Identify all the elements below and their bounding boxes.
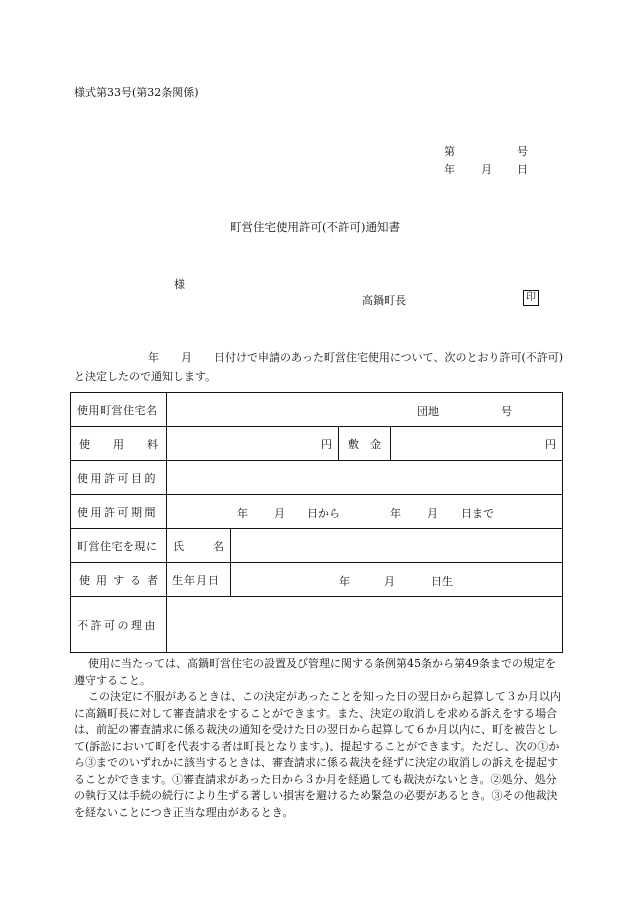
- doc-number-prefix: 第: [444, 145, 455, 158]
- notice-table: [70, 392, 563, 653]
- label-resident-2: 使 用 す る 者: [71, 563, 167, 597]
- go-label: 号: [501, 405, 512, 418]
- row-resident-name: [71, 529, 563, 563]
- seal-mark: 印: [523, 290, 539, 306]
- period-year-1: 年: [237, 507, 248, 520]
- row-resident-dob: [71, 563, 563, 597]
- doc-number-suffix: 号: [517, 145, 528, 158]
- intro-year: 年: [148, 351, 159, 364]
- label-purpose: 使用許可目的: [71, 461, 167, 495]
- row-housing-name: [71, 393, 563, 427]
- label-name: 氏 名: [167, 529, 231, 563]
- label-deposit: 敷 金: [339, 427, 391, 461]
- label-fee: 使 用 料: [71, 427, 167, 461]
- dob-month: 月: [384, 575, 395, 588]
- value-housing-name: [167, 393, 563, 427]
- row-fee: [71, 427, 563, 461]
- value-period: [167, 495, 563, 529]
- intro-paragraph: [74, 348, 564, 386]
- dob-born: 日生: [431, 575, 453, 588]
- date-day: 日: [517, 163, 528, 176]
- period-until: 日まで: [461, 507, 494, 520]
- label-dob: 生年月日: [167, 563, 231, 597]
- row-reason: [71, 597, 563, 653]
- label-resident-1: 町営住宅を現に: [71, 529, 167, 563]
- sender-name: 高鍋町長: [362, 294, 406, 307]
- period-month-1: 月: [274, 507, 285, 520]
- danchi-label: 団地: [417, 405, 439, 418]
- document-title: 町営住宅使用許可(不許可)通知書: [230, 220, 400, 234]
- intro-text: 日付けで申請のあった町営住宅使用について、次のとおり許可(不許可)と決定したので通知します。: [74, 351, 564, 383]
- addressee-honorific: 様: [174, 278, 185, 291]
- value-reason: [167, 597, 563, 653]
- period-from: 日から: [307, 507, 340, 520]
- date-year: 年: [444, 163, 455, 176]
- label-housing-name: 使用町営住宅名: [71, 393, 167, 427]
- notes-section: [74, 656, 562, 821]
- period-year-2: 年: [390, 507, 401, 520]
- form-number: 様式第33号(第32条関係): [74, 86, 199, 99]
- value-dob: [231, 563, 563, 597]
- label-period: 使用許可期間: [71, 495, 167, 529]
- row-purpose: [71, 461, 563, 495]
- label-reason: 不許可の理由: [71, 597, 167, 653]
- note-appeal: この決定に不服があるときは、この決定があったことを知った日の翌日から起算して３か月以内に高鍋町長に対して審査請求をすることができます。また、決定の取消しを求める訴えをする場合は、前記の審査請求に係る裁決の通知を受けた日の翌日から起算して６か月以内に、町を被告として(訴訟において町を代表する者は町長となります。)、提起することができます。ただし、次の①から③までのいずれかに該当するときは、審査請求に係る裁決を経ずに決定の取消しの訴えを提起することができます。①審査請求があった日から３か月を経過しても裁決がないとき。②処分、処分の執行又は手続の続行により生ずる著しい損害を避けるため緊急の必要があるとき。③その他裁決を経ないことにつき正当な理由があるとき。: [74, 690, 561, 819]
- value-fee: 円: [167, 427, 339, 461]
- row-period: [71, 495, 563, 529]
- value-name: [231, 529, 563, 563]
- date-month: 月: [481, 163, 492, 176]
- period-month-2: 月: [427, 507, 438, 520]
- intro-month: 月: [181, 351, 192, 364]
- dob-year: 年: [339, 575, 350, 588]
- value-purpose: [167, 461, 563, 495]
- value-deposit: 円: [391, 427, 563, 461]
- note-compliance: 使用に当たっては、高鍋町営住宅の設置及び管理に関する条例第45条から第49条までの規定を遵守すること。: [74, 657, 556, 687]
